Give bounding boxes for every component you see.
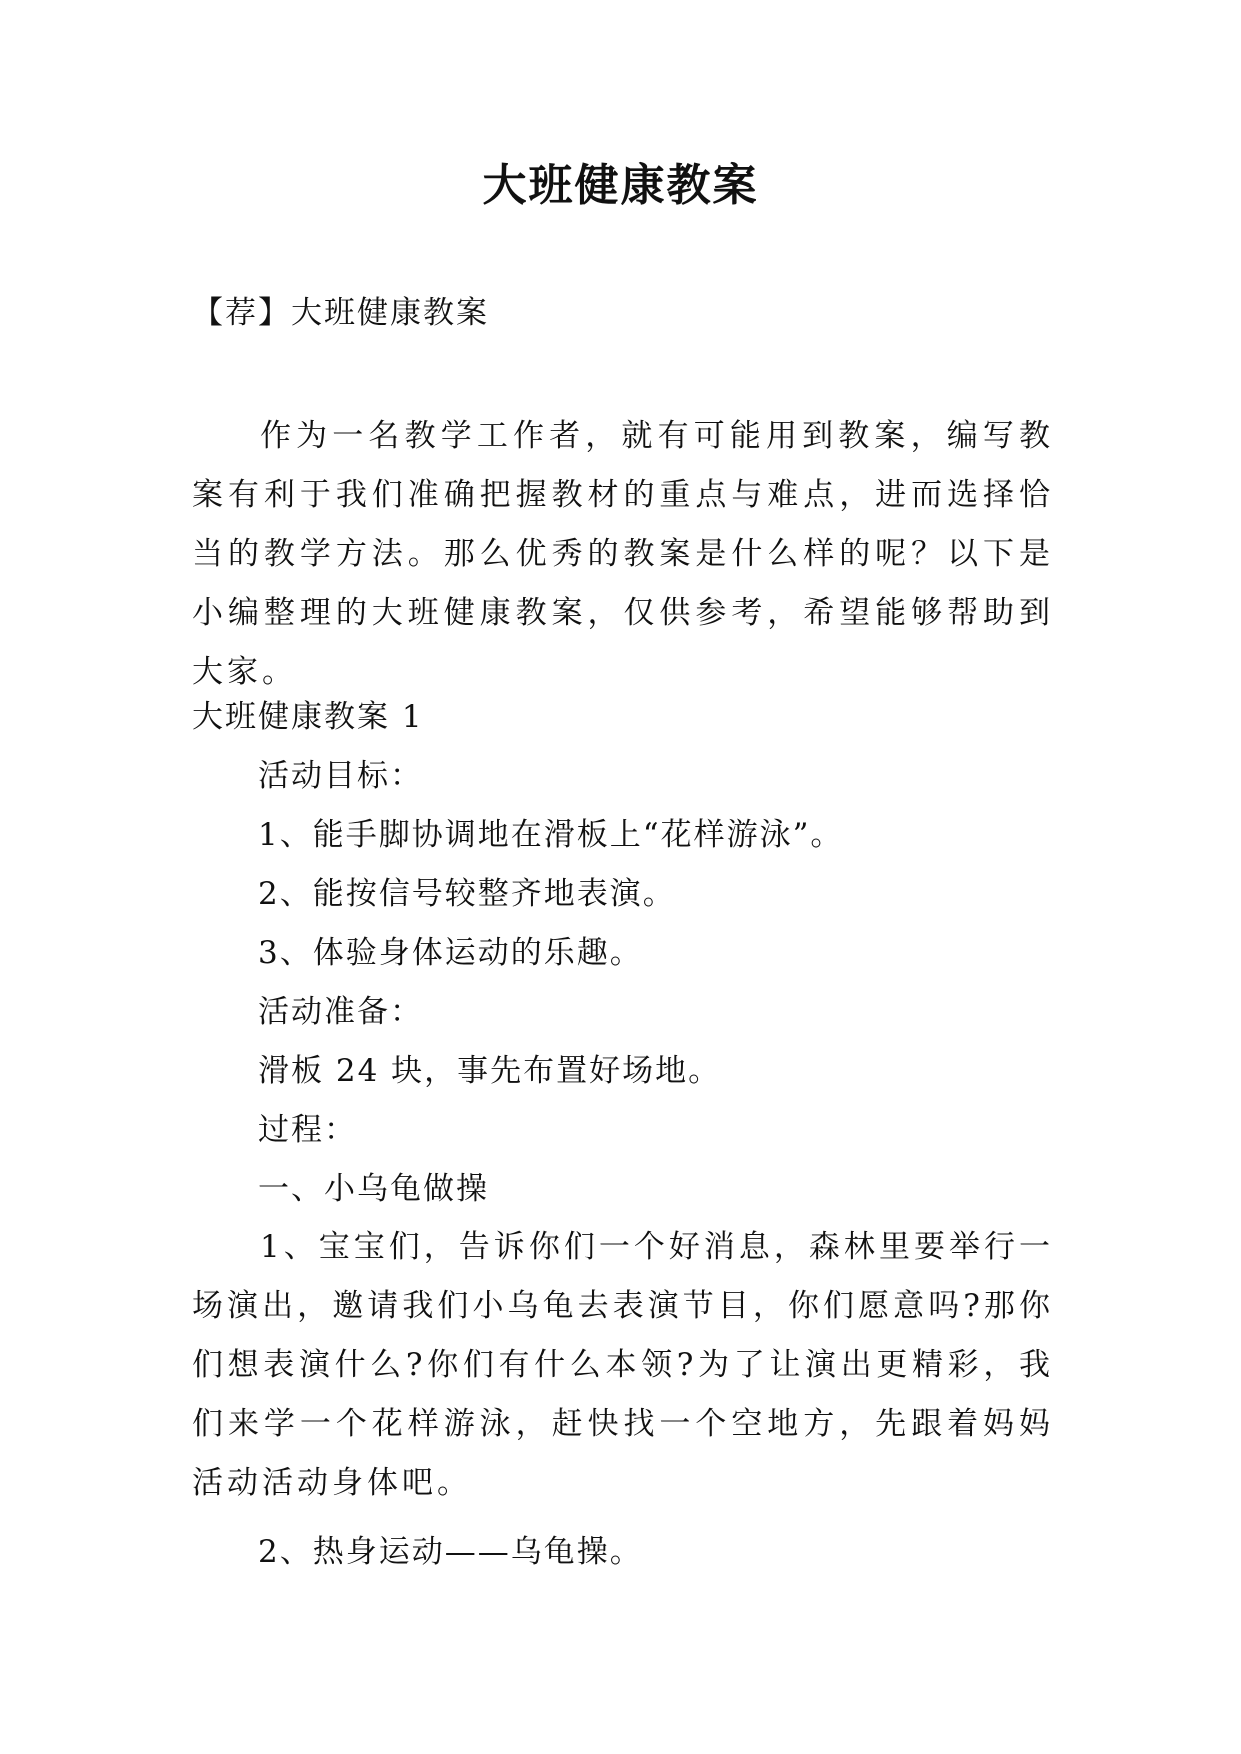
prep-text: 滑板 24 块，事先布置好场地。	[258, 1053, 722, 1089]
recommend-line: 【荐】大班健康教案	[192, 295, 489, 331]
goal-item-1: 1、能手脚协调地在滑板上“花样游泳”。	[258, 817, 844, 853]
section-heading: 大班健康教案 1	[192, 699, 424, 735]
document-title: 大班健康教案	[482, 160, 759, 211]
prep-label: 活动准备：	[258, 994, 423, 1030]
goal-item-2: 2、能按信号较整齐地表演。	[258, 876, 676, 912]
step-one-heading: 一、小乌龟做操	[258, 1171, 489, 1207]
intro-paragraph: 作为一名教学工作者，就有可能用到教案，编写教案有利于我们准确把握教材的重点与难点，进而选择恰当的教学方法。那么优秀的教案是什么样的呢？以下是小编整理的大班健康教案，仅供参考，希望能够帮助到大家。	[192, 418, 1054, 690]
process-label: 过程：	[258, 1112, 357, 1148]
step-one-paragraph: 1、宝宝们，告诉你们一个好消息，森林里要举行一场演出，邀请我们小乌龟去表演节目，你们愿意吗?那你们想表演什么?你们有什么本领?为了让演出更精彩，我们来学一个花样游泳，赶快找一个空地方，先跟着妈妈活动活动身体吧。	[192, 1229, 1054, 1501]
step-two-line: 2、热身运动——乌龟操。	[258, 1534, 643, 1570]
goals-label: 活动目标：	[258, 758, 423, 794]
goal-item-3: 3、体验身体运动的乐趣。	[258, 935, 643, 971]
